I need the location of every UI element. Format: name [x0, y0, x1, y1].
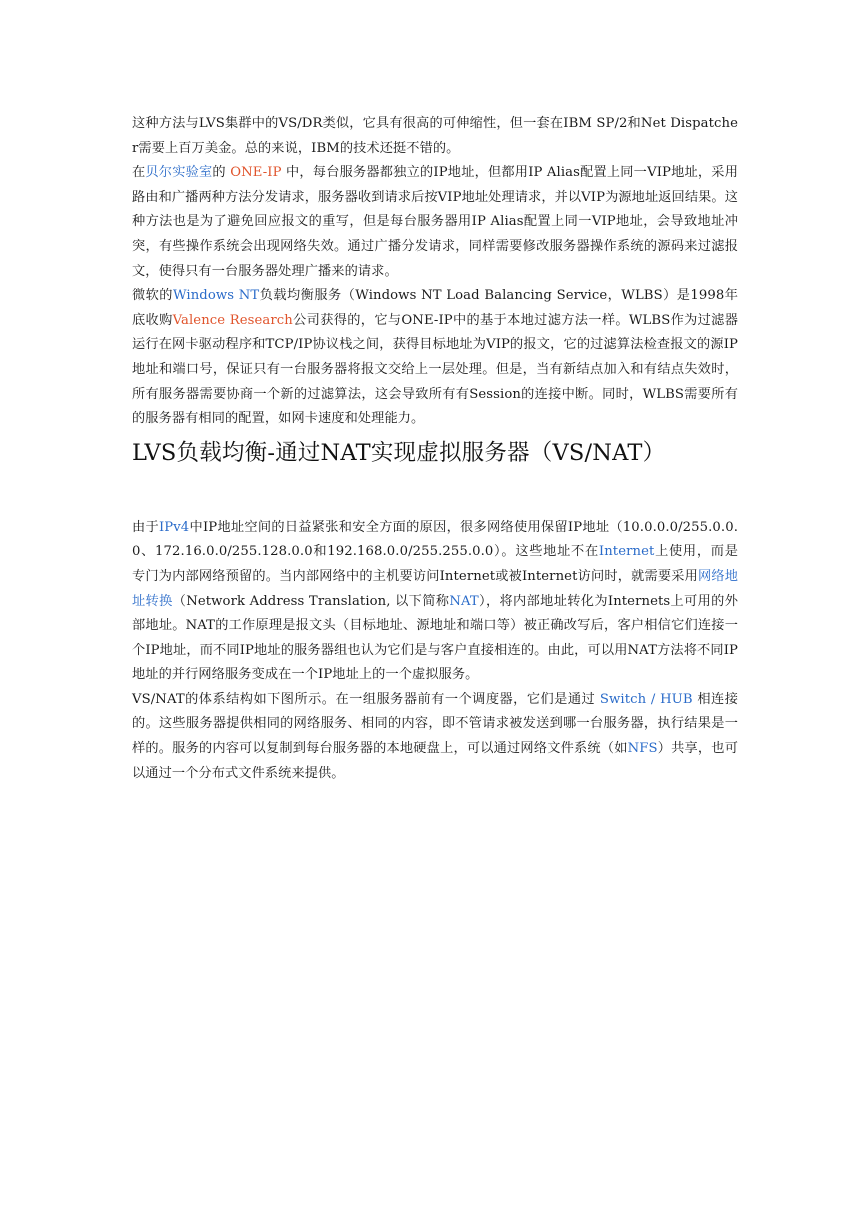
document-page — [132, 112, 738, 786]
link-ipv4[interactable]: IPv4 — [158, 519, 190, 535]
paragraph-text: 的 — [212, 165, 231, 181]
paragraph-text: 微软的 — [132, 288, 173, 304]
link-switch-hub[interactable]: Switch / HUB — [595, 691, 693, 707]
paragraph-ibm — [132, 112, 738, 161]
link-one-ip[interactable]: ONE-IP — [230, 165, 282, 181]
paragraph-one-ip — [132, 161, 738, 284]
section-heading: LVS负载均衡-通过NAT实现虚拟服务器（VS/NAT） — [132, 439, 666, 466]
paragraph-text: 这种方法与LVS集群中的VS/DR类似，它具有很高的可伸缩性，但一套在IBM SP/2和Net Dispatcher需要上百万美金。总的来说，IBM的技术还挺不错的。 — [132, 116, 738, 156]
paragraph-text: ），将内部地址转化为Internets上可用的外部地址。NAT的工作原理是报文头（目标地址、源地址和端口等）被正确改写后，客户相信它们连接一个IP地址，而不同IP地址的服务器组也认为它们是与客户直接相连的。由此，可以用NAT方法将不同IP地址的并行网络服务变成在一个IP地址上的一个虚拟服务。 — [132, 593, 738, 683]
paragraph-text: 中IP地址空间的日益紧张和安全方面的原因，很多网络使用保留IP地址（10.0.0.0/255.0.0.0、172.16.0.0/255.128.0.0和192.168.0.0/255.255.0.0）。这些地址不在 — [132, 519, 739, 560]
link-internet[interactable]: Internet — [598, 544, 655, 560]
paragraph-text: 由于 — [132, 519, 159, 535]
paragraph-text: 在 — [132, 165, 146, 181]
paragraph-text: 上使用，而是专门为内部网络预留的。当内部网络中的主机要访问Internet或被Internet访问时，就需要采用 — [132, 544, 738, 584]
paragraph-nat-intro — [132, 516, 738, 688]
link-valence-research[interactable]: Valence Research — [172, 312, 293, 328]
link-network-address-translation[interactable]: 网络地址转换 — [132, 568, 738, 609]
paragraph-vs-nat-architecture — [132, 688, 738, 786]
paragraph-text: ）共享，也可以通过一个分布式文件系统来提供。 — [132, 741, 738, 781]
link-nfs[interactable]: NFS — [627, 741, 658, 757]
paragraph-text: 负载均衡服务（Windows NT Load Balancing Service，WLBS）是1998年底收购 — [132, 288, 739, 328]
paragraph-wlbs — [132, 284, 738, 432]
paragraph-text: 中，每台服务器都独立的IP地址，但都用IP Alias配置上同一VIP地址，采用路由和广播两种方法分发请求，服务器收到请求后按VIP地址处理请求，并以VIP为源地址返回结果。这种方法也是为了避免回应报文的重写，但是每台服务器用IP Alias配置上同一VIP地址，会导致地址冲突，有些操作系统会出现网络失效。通过广播分发请求，同样需要修改服务器操作系统的源码来过滤报文，使得只有一台服务器处理广播来的请求。 — [132, 165, 738, 279]
link-windows-nt[interactable]: Windows NT — [172, 288, 260, 304]
link-nat[interactable]: NAT — [449, 593, 479, 609]
spacer — [132, 468, 738, 516]
paragraph-text: 相连接的。这些服务器提供相同的网络服务、相同的内容，即不管请求被发送到哪一台服务器，执行结果是一样的。服务的内容可以复制到每台服务器的本地硬盘上，可以通过网络文件系统（如 — [132, 691, 739, 757]
link-bell-labs[interactable]: 贝尔实验室 — [145, 165, 213, 181]
paragraph-text: （Network Address Translation, 以下简称 — [172, 593, 450, 609]
paragraph-text: VS/NAT的体系结构如下图所示。在一组服务器前有一个调度器，它们是通过 — [132, 691, 596, 707]
paragraph-text: 公司获得的，它与ONE-IP中的基于本地过滤方法一样。WLBS作为过滤器运行在网卡驱动程序和TCP/IP协议栈之间，获得目标地址为VIP的报文，它的过滤算法检查报文的源IP地址和端口号，保证只有一台服务器将报文交给上一层处理。但是，当有新结点加入和有结点失效时，所有服务器需要协商一个新的过滤算法，这会导致所有有Session的连接中断。同时，WLBS需要所有的服务器有相同的配置，如网卡速度和处理能力。 — [132, 312, 738, 427]
